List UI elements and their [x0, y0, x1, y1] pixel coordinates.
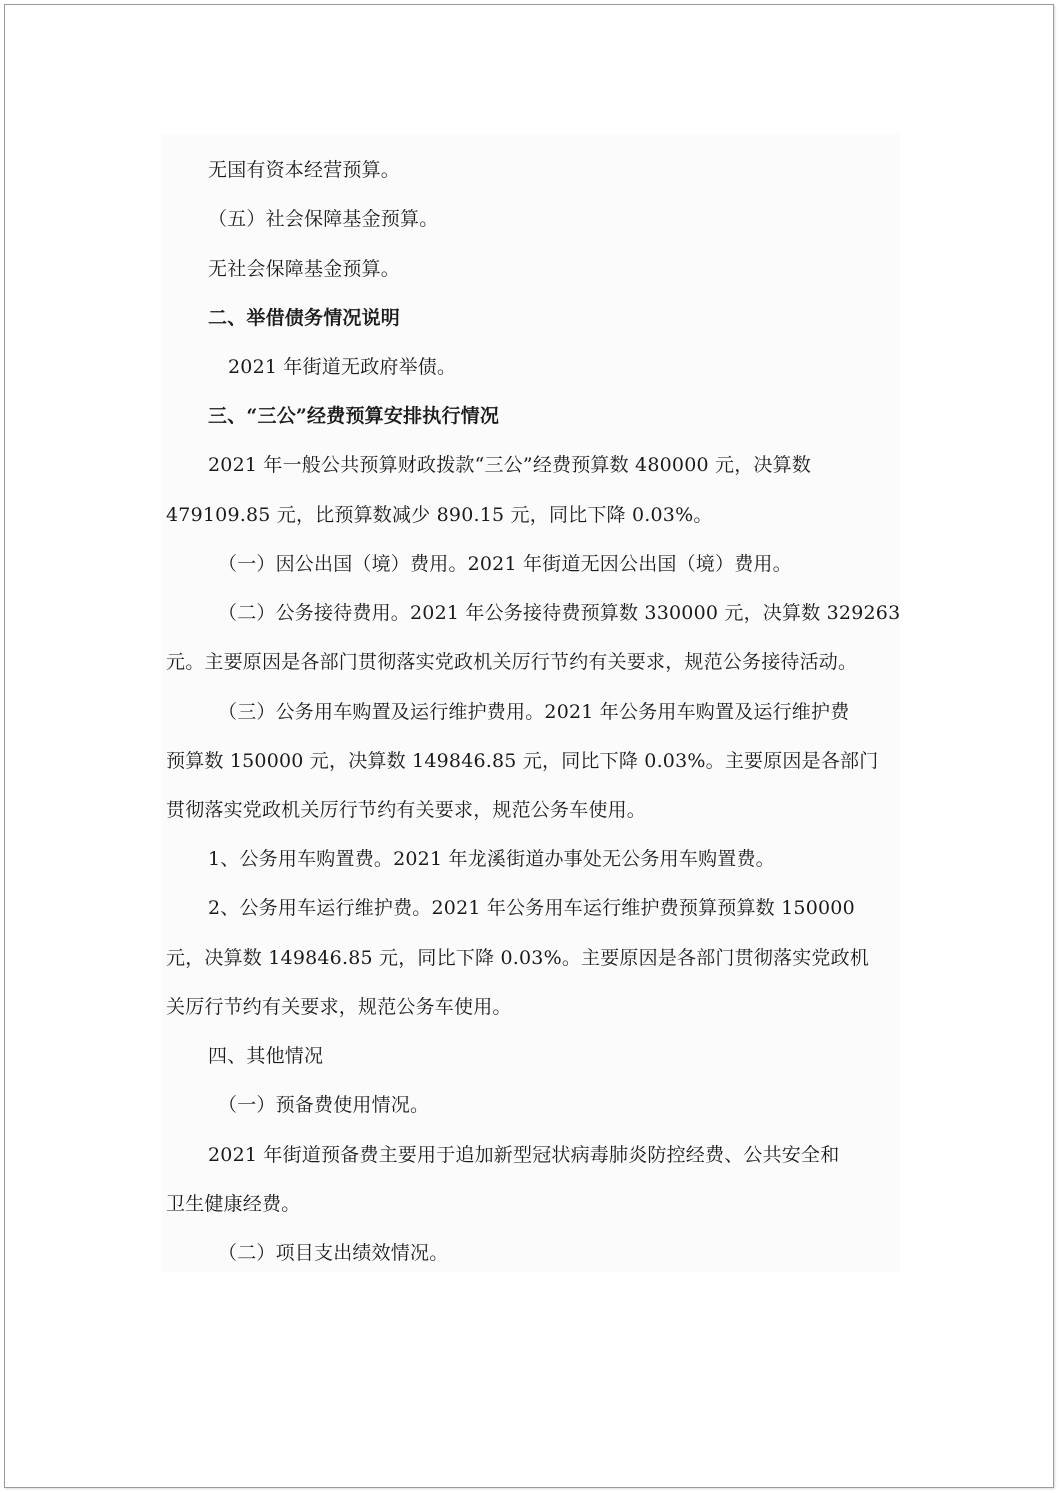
paragraph-line: 2、公务用车运行维护费。2021 年公务用车运行维护费预算预算数 150000 — [208, 897, 855, 919]
paragraph-line: 2021 年街道预备费主要用于追加新型冠状病毒肺炎防控经费、公共安全和 — [208, 1144, 840, 1166]
paragraph-line: （一）预备费使用情况。 — [218, 1094, 430, 1116]
paragraph-line: 1、公务用车购置费。2021 年龙溪街道办事处无公务用车购置费。 — [208, 848, 775, 870]
paragraph-line: 关厉行节约有关要求，规范公务车使用。 — [166, 996, 512, 1018]
paragraph-line: （二）项目支出绩效情况。 — [218, 1242, 449, 1264]
paragraph-line: 无国有资本经营预算。 — [208, 159, 401, 181]
paragraph-line: 元，决算数 149846.85 元，同比下降 0.03%。主要原因是各部门贯彻落实党政机 — [166, 947, 870, 969]
paragraph-line: （三）公务用车购置及运行维护费用。2021 年公务用车购置及运行维护费 — [218, 701, 850, 723]
section-heading: 四、其他情况 — [208, 1045, 324, 1067]
section-heading: 三、“三公”经费预算安排执行情况 — [208, 405, 500, 427]
paragraph-line: 479109.85 元，比预算数减少 890.15 元，同比下降 0.03%。 — [166, 504, 713, 526]
section-heading: 二、举借债务情况说明 — [208, 307, 401, 329]
paragraph-line: 2021 年街道无政府举债。 — [228, 356, 457, 378]
section-heading: （五）社会保障基金预算。 — [208, 208, 439, 230]
paragraph-line: 无社会保障基金预算。 — [208, 258, 401, 280]
paragraph-line: 预算数 150000 元，决算数 149846.85 元，同比下降 0.03%。主要原因是各部门 — [166, 750, 879, 772]
paragraph-line: 卫生健康经费。 — [166, 1193, 301, 1215]
document-body — [162, 134, 900, 1272]
paragraph-line: 贯彻落实党政机关厉行节约有关要求，规范公务车使用。 — [166, 799, 647, 821]
paragraph-line: （一）因公出国（境）费用。2021 年街道无因公出国（境）费用。 — [218, 553, 792, 575]
paragraph-line: 2021 年一般公共预算财政拨款“三公”经费预算数 480000 元，决算数 — [208, 454, 812, 476]
paragraph-line: 元。主要原因是各部门贯彻落实党政机关厉行节约有关要求，规范公务接待活动。 — [166, 651, 858, 673]
paragraph-line: （二）公务接待费用。2021 年公务接待费预算数 330000 元，决算数 329263 — [218, 602, 901, 624]
